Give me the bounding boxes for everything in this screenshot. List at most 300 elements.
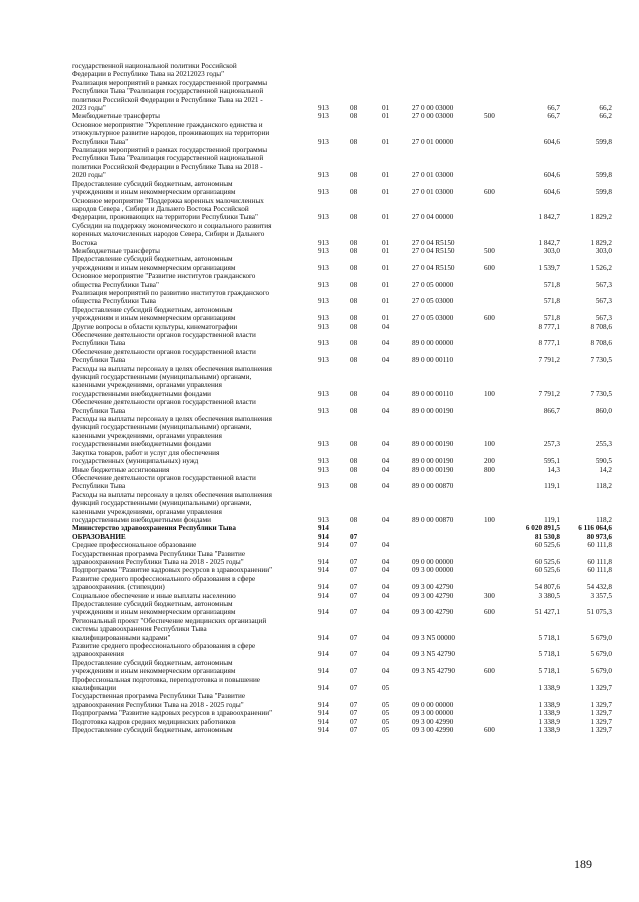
cell-sum1: 1 842,7 (538, 213, 560, 222)
cell-target: 27 0 05 00000 (412, 280, 454, 289)
cell-type: 500 (484, 246, 495, 255)
cell-section: 08 (350, 440, 358, 449)
cell-target: 09 3 00 00000 (412, 709, 454, 718)
cell-subsection: 01 (382, 137, 390, 146)
cell-sum1: 604,6 (543, 171, 560, 180)
cell-name: Развитие среднего профессионального образования в сфере здравоохранения. (стипендии) (72, 574, 256, 592)
cell-section: 08 (350, 457, 358, 466)
cell-sum2: 60 111,8 (587, 557, 612, 566)
cell-section: 08 (350, 406, 358, 415)
cell-subsection: 04 (382, 633, 390, 642)
cell-name: Подпрограмма "Развитие кадровых ресурсов в здравоохранении" (72, 566, 273, 575)
cell-sum2: 1 329,7 (590, 709, 612, 718)
cell-sum2: 1 829,2 (590, 238, 612, 247)
cell-name: Министерство здравоохранения Республики Тыва (72, 524, 236, 533)
cell-target: 09 3 00 00000 (412, 566, 454, 575)
cell-name: Предоставление субсидий бюджетным, автономным учреждениям и иным некоммерческим организациям (72, 255, 236, 272)
cell-sum1: 51 427,1 (534, 608, 560, 617)
cell-sum1: 1 338,9 (538, 717, 560, 726)
cell-target: 89 0 00 00870 (412, 515, 454, 524)
cell-sum2: 599,8 (595, 137, 612, 146)
cell-sum1: 66,7 (547, 104, 560, 113)
cell-subsection: 01 (382, 263, 390, 272)
cell-target: 09 3 00 42990 (412, 717, 454, 726)
cell-ministry: 914 (318, 650, 329, 659)
cell-type: 600 (484, 726, 495, 735)
cell-ministry: 913 (318, 246, 329, 255)
cell-ministry: 913 (318, 482, 329, 491)
table-row (72, 146, 612, 180)
cell-sum2: 1 526,2 (590, 263, 612, 272)
cell-sum2: 8 708,6 (590, 322, 612, 331)
cell-sum1: 5 718,1 (538, 667, 560, 676)
cell-name: Иные бюджетные ассигнования (72, 465, 170, 474)
cell-sum1: 60 525,6 (534, 541, 560, 550)
cell-target: 27 0 01 00000 (412, 137, 454, 146)
cell-ministry: 914 (318, 700, 329, 709)
cell-sum2: 60 111,8 (587, 566, 612, 575)
cell-ministry: 913 (318, 406, 329, 415)
cell-target: 27 0 05 03000 (412, 297, 454, 306)
cell-sum2: 1 829,2 (590, 213, 612, 222)
cell-type: 600 (484, 667, 495, 676)
cell-sum1: 119,1 (544, 515, 560, 524)
cell-target: 89 0 00 00190 (412, 406, 454, 415)
table-row (72, 592, 612, 600)
cell-section: 08 (350, 112, 358, 121)
table-row (72, 197, 612, 222)
cell-ministry: 914 (318, 541, 329, 550)
cell-sum1: 1 338,9 (538, 684, 560, 693)
cell-target: 27 0 05 03000 (412, 314, 454, 323)
cell-name: Региональный проект "Обеспечение медицинских организаций системы здравоохранения Республики Тыва квалифицированными кадрами" (72, 616, 267, 642)
cell-sum1: 604,6 (543, 188, 560, 197)
cell-subsection: 04 (382, 650, 390, 659)
cell-subsection: 04 (382, 583, 390, 592)
cell-sum2: 7 730,5 (590, 356, 612, 365)
cell-target: 27 0 04 R5150 (412, 238, 455, 247)
cell-section: 07 (350, 667, 358, 676)
cell-target: 09 0 00 00000 (412, 557, 454, 566)
cell-section: 07 (350, 532, 358, 541)
cell-sum2: 7 730,5 (590, 389, 612, 398)
cell-sum1: 54 807,6 (534, 583, 560, 592)
table-row (72, 331, 612, 348)
cell-sum1: 119,1 (544, 482, 560, 491)
table-row (72, 306, 612, 323)
cell-name: Подготовка кадров средних медицинских работников (72, 717, 236, 726)
cell-section: 08 (350, 280, 358, 289)
cell-sum2: 5 679,0 (590, 633, 612, 642)
cell-ministry: 913 (318, 389, 329, 398)
table-row (72, 348, 612, 365)
cell-ministry: 913 (318, 465, 329, 474)
cell-section: 07 (350, 650, 358, 659)
cell-target: 27 0 01 03000 (412, 171, 454, 180)
cell-subsection: 04 (382, 322, 390, 331)
table-row (72, 415, 612, 449)
cell-sum1: 595,1 (543, 457, 560, 466)
cell-name: Развитие среднего профессионального образования в сфере здравоохранения (72, 642, 256, 659)
cell-section: 07 (350, 583, 358, 592)
cell-sum2: 1 329,7 (590, 684, 612, 693)
cell-sum1: 7 791,2 (538, 356, 560, 365)
table-row (72, 676, 612, 693)
cell-ministry: 914 (318, 524, 329, 533)
cell-section: 08 (350, 389, 358, 398)
cell-section: 07 (350, 709, 358, 718)
cell-subsection: 01 (382, 112, 390, 121)
page-number: 189 (574, 857, 592, 871)
table-row (72, 474, 612, 491)
cell-subsection: 05 (382, 684, 390, 693)
cell-ministry: 913 (318, 339, 329, 348)
cell-section: 08 (350, 213, 358, 222)
table-row (72, 121, 612, 146)
cell-subsection: 04 (382, 482, 390, 491)
cell-sum1: 1 539,7 (538, 263, 560, 272)
cell-target: 09 3 00 42790 (412, 583, 454, 592)
cell-subsection: 04 (382, 515, 390, 524)
cell-name: Подпрограмма "Развитие кадровых ресурсов в здравоохранении" (72, 709, 273, 718)
cell-name: Государственная программа Республики Тыва "Развитие здравоохранения Республики Тыва на 2018 - 2025 годы" (72, 549, 246, 566)
cell-name: Реализация мероприятий в рамках государственной программы Республики Тыва "Реализация государственной национальной политики Российской Федерации в Республике Тыва на 2018 - 2020 годы" (72, 146, 268, 180)
cell-type: 300 (484, 591, 495, 600)
cell-name: Обеспечение деятельности органов государственной власти Республики Тыва (72, 473, 256, 491)
cell-type: 600 (484, 314, 495, 323)
cell-name: Основное мероприятие "Поддержка коренных малочисленных народов Севера , Сибири и Дальнего Востока Российской Федерации, проживающих на территории Республики Тыва" (72, 196, 264, 222)
cell-sum1: 3 380,5 (538, 591, 560, 600)
cell-subsection: 04 (382, 406, 390, 415)
table-row (72, 617, 612, 642)
table-row (72, 709, 612, 717)
table-row (72, 524, 612, 532)
cell-subsection: 04 (382, 591, 390, 600)
table-row (72, 112, 612, 120)
cell-target: 89 0 00 00870 (412, 482, 454, 491)
cell-section: 08 (350, 171, 358, 180)
cell-sum1: 81 530,8 (534, 532, 560, 541)
cell-target: 27 0 01 03000 (412, 188, 454, 197)
cell-ministry: 914 (318, 684, 329, 693)
cell-section: 07 (350, 633, 358, 642)
cell-ministry: 914 (318, 557, 329, 566)
cell-target: 09 3 00 42790 (412, 591, 454, 600)
cell-section: 08 (350, 356, 358, 365)
cell-ministry: 913 (318, 297, 329, 306)
cell-sum1: 571,8 (543, 297, 560, 306)
cell-sum2: 6 116 064,6 (578, 524, 612, 533)
cell-section: 07 (350, 557, 358, 566)
cell-ministry: 913 (318, 322, 329, 331)
cell-sum1: 571,8 (543, 280, 560, 289)
cell-sum1: 66,7 (547, 112, 560, 121)
cell-type: 200 (484, 457, 495, 466)
cell-subsection: 01 (382, 213, 390, 222)
cell-name: Основное мероприятие "Укрепление гражданского единства и этнокультурное развитие народов, проживающих на территории Республики Тыва" (72, 120, 270, 146)
cell-section: 08 (350, 263, 358, 272)
cell-target: 27 0 04 R5150 (412, 263, 455, 272)
cell-ministry: 913 (318, 137, 329, 146)
cell-subsection: 01 (382, 238, 390, 247)
cell-sum2: 118,2 (596, 482, 612, 491)
cell-sum2: 5 679,0 (590, 667, 612, 676)
cell-ministry: 913 (318, 457, 329, 466)
cell-ministry: 914 (318, 583, 329, 592)
cell-name: Профессиональная подготовка, переподготовка и повышение квалификации (72, 675, 260, 693)
cell-section: 08 (350, 297, 358, 306)
cell-target: 89 0 00 00110 (412, 356, 454, 365)
cell-target: 89 0 00 00190 (412, 440, 454, 449)
cell-subsection: 04 (382, 457, 390, 466)
cell-name: Предоставление субсидий бюджетным, автономным учреждениям и иным некоммерческим организациям (72, 305, 236, 323)
cell-name: Основное мероприятие "Развитие институтов гражданского общества Республики Тыва" (72, 272, 256, 289)
cell-name: Закупка товаров, работ и услуг для обеспечения государственных (муниципальных) нужд (72, 448, 220, 466)
cell-sum1: 571,8 (543, 314, 560, 323)
cell-ministry: 913 (318, 112, 329, 121)
table-row (72, 449, 612, 466)
cell-target: 09 3 N5 42790 (412, 650, 455, 659)
cell-sum1: 6 020 891,5 (525, 524, 560, 533)
cell-sum1: 1 338,9 (538, 700, 560, 709)
table-row (72, 272, 612, 289)
cell-target: 09 0 00 00000 (412, 700, 454, 709)
cell-subsection: 05 (382, 709, 390, 718)
table-row (72, 692, 612, 709)
cell-subsection: 05 (382, 717, 390, 726)
cell-subsection: 05 (382, 700, 390, 709)
table-row (72, 550, 612, 567)
cell-target: 89 0 00 00190 (412, 457, 454, 466)
table-row (72, 575, 612, 592)
cell-ministry: 914 (318, 608, 329, 617)
cell-sum2: 3 357,5 (590, 591, 612, 600)
table-row (72, 398, 612, 415)
cell-name: Предоставление субсидий бюджетным, автономным учреждениям и иным некоммерческим организациям (72, 179, 236, 197)
cell-ministry: 913 (318, 238, 329, 247)
cell-section: 08 (350, 238, 358, 247)
cell-section: 08 (350, 188, 358, 197)
cell-sum1: 1 842,7 (538, 238, 560, 247)
cell-section: 08 (350, 314, 358, 323)
cell-ministry: 913 (318, 104, 329, 113)
cell-name: Межбюджетные трансферты (72, 112, 160, 121)
cell-subsection: 04 (382, 557, 390, 566)
cell-ministry: 914 (318, 566, 329, 575)
table-row (72, 247, 612, 255)
table-row (72, 491, 612, 525)
table-row (72, 79, 612, 113)
cell-sum1: 8 777,1 (538, 339, 560, 348)
cell-target: 27 0 04 R5150 (412, 246, 455, 255)
cell-ministry: 913 (318, 515, 329, 524)
cell-ministry: 913 (318, 213, 329, 222)
cell-ministry: 914 (318, 532, 329, 541)
cell-type: 600 (484, 263, 495, 272)
cell-subsection: 04 (382, 440, 390, 449)
cell-sum2: 303,0 (595, 246, 612, 255)
table-row (72, 289, 612, 306)
cell-sum2: 1 329,7 (590, 717, 612, 726)
cell-section: 08 (350, 515, 358, 524)
cell-name: Предоставление субсидий бюджетным, автономным (72, 726, 233, 735)
cell-subsection: 01 (382, 280, 390, 289)
cell-name: Реализация мероприятий по развитию институтов гражданского общества Республики Тыва (72, 288, 270, 306)
cell-subsection: 04 (382, 356, 390, 365)
budget-table (72, 62, 612, 735)
cell-sum1: 5 718,1 (538, 650, 560, 659)
cell-sum1: 14,3 (547, 465, 560, 474)
cell-ministry: 913 (318, 440, 329, 449)
cell-sum1: 303,0 (543, 246, 560, 255)
cell-subsection: 04 (382, 608, 390, 617)
table-row (72, 726, 612, 734)
cell-section: 07 (350, 717, 358, 726)
cell-subsection: 01 (382, 314, 390, 323)
cell-type: 800 (484, 465, 495, 474)
cell-sum1: 257,3 (543, 440, 560, 449)
cell-sum2: 567,3 (595, 280, 612, 289)
cell-name: Обеспечение деятельности органов государственной власти Республики Тыва (72, 331, 256, 348)
cell-ministry: 913 (318, 280, 329, 289)
cell-subsection: 01 (382, 104, 390, 113)
cell-section: 08 (350, 137, 358, 146)
cell-sum2: 54 432,8 (586, 583, 612, 592)
cell-sum2: 1 329,7 (590, 700, 612, 709)
cell-section: 07 (350, 566, 358, 575)
cell-sum2: 51 075,3 (586, 608, 612, 617)
cell-section: 07 (350, 684, 358, 693)
cell-section: 08 (350, 322, 358, 331)
cell-subsection: 04 (382, 667, 390, 676)
cell-name: Субсидии на поддержку экономического и социального развития коренных малочисленных народов Севера, Сибири и Дальнего Востока (72, 221, 272, 247)
cell-subsection: 01 (382, 297, 390, 306)
cell-name: Межбюджетные трансферты (72, 246, 160, 255)
cell-sum2: 599,8 (595, 188, 612, 197)
table-row (72, 255, 612, 272)
table-row (72, 222, 612, 247)
cell-sum2: 5 679,0 (590, 650, 612, 659)
cell-sum2: 66,2 (599, 104, 612, 113)
cell-sum2: 567,3 (595, 314, 612, 323)
cell-ministry: 914 (318, 717, 329, 726)
cell-section: 08 (350, 246, 358, 255)
table-row (72, 365, 612, 399)
cell-section: 07 (350, 608, 358, 617)
cell-sum1: 604,6 (543, 137, 560, 146)
cell-sum2: 118,2 (596, 515, 612, 524)
cell-name: Предоставление субсидий бюджетным, автономным учреждениям и иным некоммерческим организациям (72, 600, 236, 617)
cell-subsection: 01 (382, 188, 390, 197)
cell-subsection: 04 (382, 339, 390, 348)
cell-sum1: 60 525,6 (534, 566, 560, 575)
cell-section: 07 (350, 726, 358, 735)
cell-type: 100 (484, 389, 495, 398)
table-row (72, 718, 612, 726)
cell-subsection: 01 (382, 171, 390, 180)
cell-target: 27 0 04 00000 (412, 213, 454, 222)
cell-section: 07 (350, 700, 358, 709)
cell-ministry: 913 (318, 171, 329, 180)
cell-sum1: 1 338,9 (538, 709, 560, 718)
table-row (72, 466, 612, 474)
cell-subsection: 04 (382, 566, 390, 575)
cell-name: Предоставление субсидий бюджетным, автономным учреждениям и иным некоммерческим организациям (72, 658, 236, 676)
cell-name: государственной национальной политики Российской Федерации в Республике Тыва на 20212023 годы" (72, 62, 237, 79)
cell-sum2: 80 973,6 (586, 532, 612, 541)
cell-subsection: 04 (382, 541, 390, 550)
table-row (72, 541, 612, 549)
cell-subsection: 04 (382, 389, 390, 398)
table-row (72, 323, 612, 331)
cell-section: 08 (350, 465, 358, 474)
cell-sum1: 5 718,1 (538, 633, 560, 642)
cell-sum1: 1 338,9 (538, 726, 560, 735)
cell-sum1: 60 525,6 (534, 557, 560, 566)
cell-type: 100 (484, 440, 495, 449)
table-row (72, 533, 612, 541)
cell-ministry: 914 (318, 726, 329, 735)
cell-sum2: 60 111,8 (587, 541, 612, 550)
cell-sum2: 1 329,7 (590, 726, 612, 735)
cell-ministry: 913 (318, 356, 329, 365)
cell-section: 07 (350, 591, 358, 600)
cell-ministry: 914 (318, 591, 329, 600)
cell-sum2: 8 708,6 (590, 339, 612, 348)
cell-sum2: 66,2 (599, 112, 612, 121)
cell-sum2: 599,8 (595, 171, 612, 180)
cell-sum2: 590,5 (595, 457, 612, 466)
cell-target: 09 3 N5 42790 (412, 667, 455, 676)
cell-target: 27 0 00 03000 (412, 112, 454, 121)
cell-name: Расходы на выплаты персоналу в целях обеспечения выполнения функций государственными (муниципальными) органами, казенными учреждениями, органами управления государственными внебюджетными фондами (72, 364, 272, 398)
cell-target: 09 3 00 42790 (412, 608, 454, 617)
cell-sum2: 14,2 (599, 465, 612, 474)
cell-name: Обеспечение деятельности органов государственной власти Республики Тыва (72, 398, 256, 415)
cell-name: Расходы на выплаты персоналу в целях обеспечения выполнения функций государственными (муниципальными) органами, казенными учреждениями, органами управления государственными внебюджетными фондами (72, 490, 272, 524)
cell-section: 08 (350, 339, 358, 348)
cell-name: ОБРАЗОВАНИЕ (72, 532, 126, 541)
table-row (72, 62, 612, 79)
cell-section: 07 (350, 541, 358, 550)
cell-type: 600 (484, 608, 495, 617)
cell-section: 08 (350, 482, 358, 491)
cell-target: 89 0 00 00000 (412, 339, 454, 348)
table-row (72, 180, 612, 197)
cell-name: Государственная программа Республики Тыва "Развитие здравоохранения Республики Тыва на 2018 - 2025 годы" (72, 692, 246, 709)
cell-ministry: 913 (318, 263, 329, 272)
cell-subsection: 05 (382, 726, 390, 735)
cell-sum1: 8 777,1 (538, 322, 560, 331)
cell-ministry: 914 (318, 709, 329, 718)
cell-ministry: 913 (318, 188, 329, 197)
table-row (72, 642, 612, 659)
cell-target: 09 3 00 42990 (412, 726, 454, 735)
cell-sum2: 860,0 (595, 406, 612, 415)
cell-type: 500 (484, 112, 495, 121)
cell-name: Среднее профессиональное образование (72, 541, 197, 550)
table-row (72, 600, 612, 617)
cell-sum1: 866,7 (543, 406, 560, 415)
cell-sum1: 7 791,2 (538, 389, 560, 398)
cell-sum2: 255,3 (595, 440, 612, 449)
cell-subsection: 04 (382, 465, 390, 474)
table-row (72, 659, 612, 676)
cell-target: 09 3 N5 00000 (412, 633, 455, 642)
cell-type: 600 (484, 188, 495, 197)
cell-target: 89 0 00 00110 (412, 389, 454, 398)
cell-name: Социальное обеспечение и иные выплаты населению (72, 591, 236, 600)
